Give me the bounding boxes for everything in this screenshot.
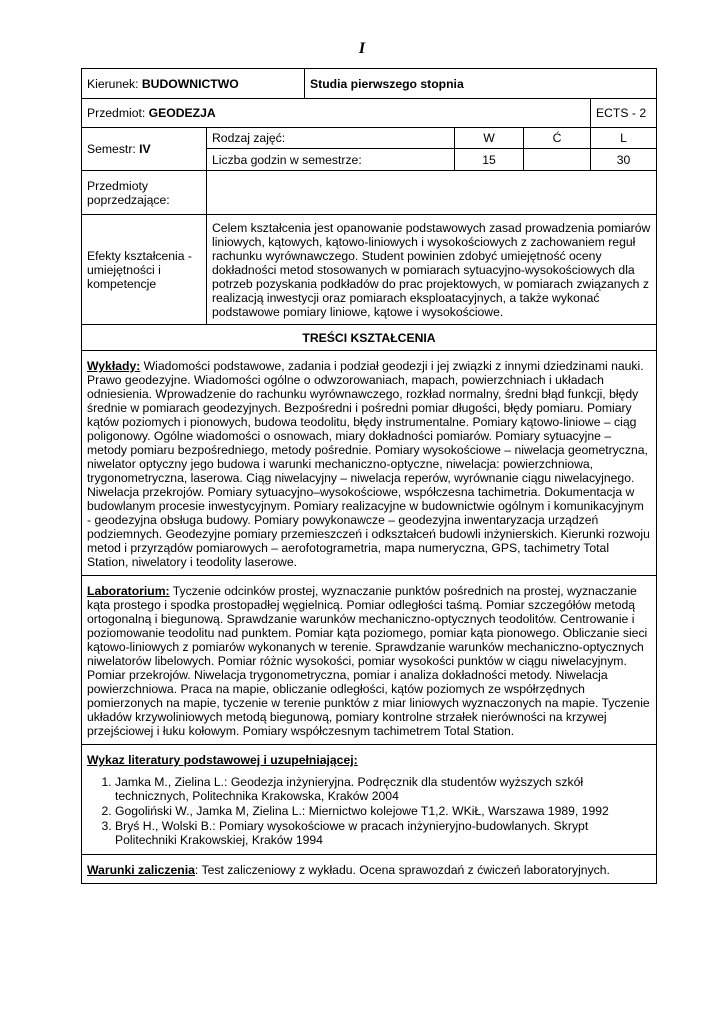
kierunek-label: Kierunek: bbox=[87, 76, 142, 91]
ects-cell: ECTS - 2 bbox=[591, 99, 657, 128]
semestr-cell bbox=[82, 128, 207, 171]
row-laboratorium bbox=[82, 576, 657, 745]
przedmiot-label: Przedmiot: bbox=[87, 106, 149, 120]
page-number: I bbox=[358, 40, 366, 57]
rodzaj-label: Rodzaj zajęć: bbox=[207, 128, 455, 149]
laboratorium-label: Laboratorium: bbox=[87, 584, 170, 598]
row-literatura bbox=[82, 745, 657, 855]
literatura-list bbox=[87, 775, 651, 847]
row-przedmiot bbox=[82, 99, 657, 128]
poprzedzajace-label: Przedmioty poprzedzające: bbox=[82, 171, 207, 215]
row-wyklady bbox=[82, 351, 657, 576]
efekty-label: Efekty kształcenia - umiejętności i kompetencje bbox=[82, 215, 207, 325]
przedmiot-cell bbox=[82, 99, 591, 128]
row-kierunek bbox=[82, 69, 657, 99]
row-efekty bbox=[82, 215, 657, 325]
row-poprzedzajace bbox=[82, 171, 657, 215]
rodzaj-c: Ć bbox=[524, 128, 591, 149]
literatura-item: 3. Bryś H., Wolski B.: Pomiary wysokościowe w pracach inżynieryjno-budowlanych. Skrypt Politechniki Krakowskiej, Kraków 1994 bbox=[115, 819, 651, 847]
syllabus-table bbox=[81, 68, 657, 884]
row-warunki bbox=[82, 855, 657, 884]
wyklady-label: Wykłady: bbox=[87, 359, 141, 373]
rodzaj-l: L bbox=[591, 128, 657, 149]
kierunek-cell bbox=[82, 69, 305, 99]
warunki-label: Warunki zaliczenia bbox=[87, 863, 195, 877]
literatura-cell bbox=[82, 745, 657, 855]
literatura-item: 2. Gogoliński W., Jamka M, Zielina L.: Miernictwo kolejowe T1,2. WKiŁ, Warszawa 1989, 1992 bbox=[115, 804, 651, 818]
row-tresci bbox=[82, 325, 657, 351]
row-rodzaj bbox=[82, 128, 657, 149]
kierunek-value: BUDOWNICTWO bbox=[141, 76, 239, 91]
godziny-l: 30 bbox=[591, 149, 657, 171]
godziny-label: Liczba godzin w semestrze: bbox=[207, 149, 455, 171]
semestr-label: Semestr: bbox=[87, 142, 140, 156]
wyklady-text: Wiadomości podstawowe, zadania i podział geodezji i jej związki z innymi dziedzinami nauki. Prawo geodezyjne. Wiadomości ogólne o odwzorowaniach, mapach, powierzchniach i układach odniesienia. Wprowadzenie do rachunku wyrównawczego, rozkład normalny, średni błąd funkcji, błędy średnie w pomiarach geodezyjnych. Bezpośredni i pośredni pomiar długości, błędy pomiaru. Pomiary kątów poziomych i pionowych, budowa teodolitu, błędy instrumentalne. Pomiary kątowo-liniowe – ciąg poligonowy. Ogólne wiadomości o osnowach, miary dokładności pomiarów. Pomiary sytuacyjne – metody pomiaru bezpośredniego, metody pośrednie. Pomiary wysokościowe – niwelacja geometryczna, niwelator optyczny jego budowa i warunki mechaniczno-optyczne, niwelacja: powierzchniowa, trygonometryczna, laserowa. Ciąg niwelacyjny – niwelacja reperów, wyrównanie ciągu niwelacyjnego. Niwelacja przekrojów. Pomiary sytuacyjno–wysokościowe, współczesna tachimetria. Dokumentacja w budowlanym procesie inwestycyjnym. Pomiary realizacyjne w budownictwie ogólnym i komunikacyjnym - geodezyjna obsługa budowy. Pomiary powykonawcze – geodezyjna inwentaryzacja urządzeń podziemnych. Geodezyjne pomiary przemieszczeń i odkształceń budowli inżynierskich. Kierunki rozwoju metod i przyrządów pomiarowych – aerofotogrametria, mapa numeryczna, GPS, tachimetry Total Station, niwelatory i teodolity laserowe. bbox=[87, 359, 650, 569]
warunki-cell bbox=[82, 855, 657, 884]
warunki-text: : Test zaliczeniowy z wykładu. Ocena sprawozdań z ćwiczeń laboratoryjnych. bbox=[194, 863, 610, 877]
rodzaj-w: W bbox=[455, 128, 524, 149]
literatura-label: Wykaz literatury podstawowej i uzupełniającej: bbox=[87, 753, 358, 767]
poprzedzajace-value bbox=[207, 171, 657, 215]
efekty-text: Celem kształcenia jest opanowanie podstawowych zasad prowadzenia pomiarów liniowych, kątowych, kątowo-liniowych i wysokościowych z zachowaniem reguł rachunku wyrównawczego. Student powinien zdobyć umiejętność oceny dokładności metod stosowanych w pomiarach sytuacyjno-wysokościowych dla potrzeb pozyskania podkładów do prac projektowych, w pomiarach związanych z realizacją inwestycji oraz pomiarach eksploatacyjnych, a także wykonać podstawowe pomiary liniowe, kątowe i wysokościowe. bbox=[207, 215, 657, 325]
godziny-w: 15 bbox=[455, 149, 524, 171]
tresci-header: TREŚCI KSZTAŁCENIA bbox=[82, 325, 657, 351]
literatura-item: 1. Jamka M., Zielina L.: Geodezja inżynieryjna. Podręcznik dla studentów wyższych szkół technicznych, Politechnika Krakowska, Kraków 2004 bbox=[115, 775, 651, 803]
wyklady-cell bbox=[82, 351, 657, 576]
laboratorium-text: Tyczenie odcinków prostej, wyznaczanie punktów pośrednich na prostej, wyznaczanie kąta prostego i spodka prostopadłej węgielnicą. Pomiar odległości taśmą. Pomiar szczegółów metodą ortogonalną i biegunową. Sprawdzanie warunków mechaniczno-optycznych teodolitów. Centrowanie i poziomowanie teodolitu nad punktem. Pomiar kąta poziomego, pomiar kąta pionowego. Obliczanie sieci kątowo-liniowych z pomiarów wykonanych w terenie. Sprawdzanie warunków mechaniczno-optycznych niwelatorów libelowych. Pomiar różnic wysokości, pomiar wysokości punktów w ciągu niwelacyjnym. Pomiar przekrojów. Niwelacja trygonometryczna, pomiar i analiza dokładności metody. Niwelacja powierzchniowa. Praca na mapie, obliczanie odległości, kątów poziomych ze współrzędnych pomierzonych na mapie, tyczenie w terenie punktów z miar liniowych wyznaczonych na mapie. Tyczenie układów krzywoliniowych metodą biegunową, pomiary kontrolne strzałek nierówności na krzywej przejściowej i łuku kołowym. Pomiary współczesnym tachimetrem Total Station. bbox=[87, 584, 650, 738]
studia-cell: Studia pierwszego stopnia bbox=[305, 69, 657, 99]
godziny-c bbox=[524, 149, 591, 171]
semestr-value: IV bbox=[139, 142, 151, 156]
laboratorium-cell bbox=[82, 576, 657, 745]
przedmiot-value: GEODEZJA bbox=[148, 106, 216, 120]
